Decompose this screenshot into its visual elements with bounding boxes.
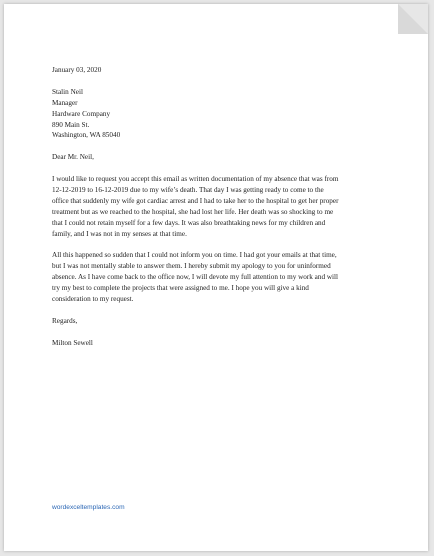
paragraph-1-line: office that suddenly my wife got cardiac arrest and I had to take her to the hospital to get her proper [52,196,339,205]
date-text: January 03, 2020 [52,66,102,74]
letter-body [52,65,388,359]
recipient-title: Manager [52,98,78,107]
paragraph-2-line: but I was not mentally stable to answer them. I hereby submit my apology to you for uninformed [52,262,331,271]
recipient-name: Stalin Neil [52,87,83,96]
paragraph-2-line: All this happened so sudden that I could not inform you on time. I had got your emails at that time, [52,251,337,260]
paragraph-1-line: treatment but as we reached to the hospital, she had lost her life. Her death was so shocking to me [52,207,334,216]
paragraph-1-line: that I could not retain myself for a few days. It was also breathtaking news for my children and [52,218,326,227]
salutation-text: Dear Mr. Neil, [52,153,94,162]
recipient-company: Hardware Company [52,109,111,118]
recipient-street: 890 Main St. [52,120,90,129]
page-corner-fold [398,4,428,34]
recipient-address [52,87,388,142]
website-link[interactable]: wordexceltemplates.com [52,504,125,511]
recipient-city: Washington, WA 85040 [52,131,121,140]
signature [52,338,388,349]
signature-name: Milton Sewell [52,338,93,347]
salutation [52,152,388,163]
closing-text: Regards, [52,316,78,325]
paragraph-1-line: family, and I was not in my senses at that time. [52,229,187,238]
paragraph-1 [52,174,388,239]
paragraph-1-line: I would like to request you accept this email as written documentation of my absence that was from [52,175,339,184]
paragraph-2-line: consideration to my request. [52,294,134,303]
closing [52,316,388,327]
paragraph-2 [52,250,388,305]
document-page [4,4,428,551]
paragraph-1-line: 12-12-2019 to 16-12-2019 due to my wife’s death. That day I was getting ready to come to the [52,185,324,194]
paragraph-2-line: try my best to complete the projects that were assigned to me. I hope you will give a kind [52,284,309,293]
paragraph-2-line: absence. As I have come back to the office now, I will devote my full attention to my work and will [52,273,339,282]
letter-date [52,65,388,76]
